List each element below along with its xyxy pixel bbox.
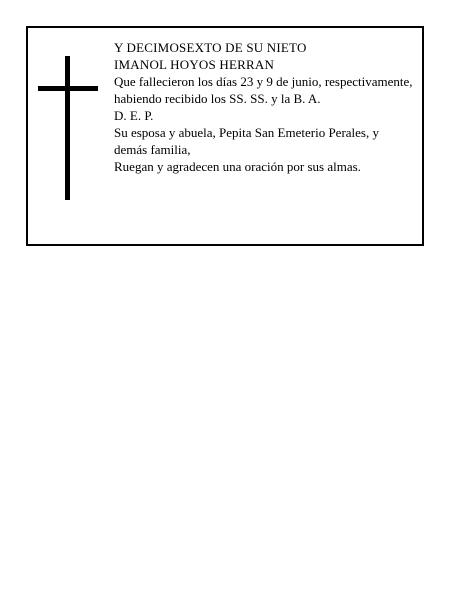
- deceased-name: IMANOL HOYOS HERRAN: [114, 57, 275, 72]
- rip-line: D. E. P.: [114, 108, 154, 123]
- obituary-notice: [26, 26, 424, 246]
- notice-text: [114, 39, 414, 175]
- family-line: Su esposa y abuela, Pepita San Emeterio Perales, y demás familia,: [114, 125, 379, 157]
- cross-icon: [38, 56, 98, 200]
- prayer-request: Ruegan y agradecen una oración por sus almas.: [114, 159, 361, 174]
- notice-heading-line: Y DECIMOSEXTO DE SU NIETO: [114, 40, 307, 55]
- death-details: Que fallecieron los días 23 y 9 de junio, respectivamente, habiendo recibido los SS. SS. y la B. A.: [114, 74, 413, 106]
- cross-vertical-bar: [65, 56, 70, 200]
- cross-horizontal-bar: [38, 86, 98, 91]
